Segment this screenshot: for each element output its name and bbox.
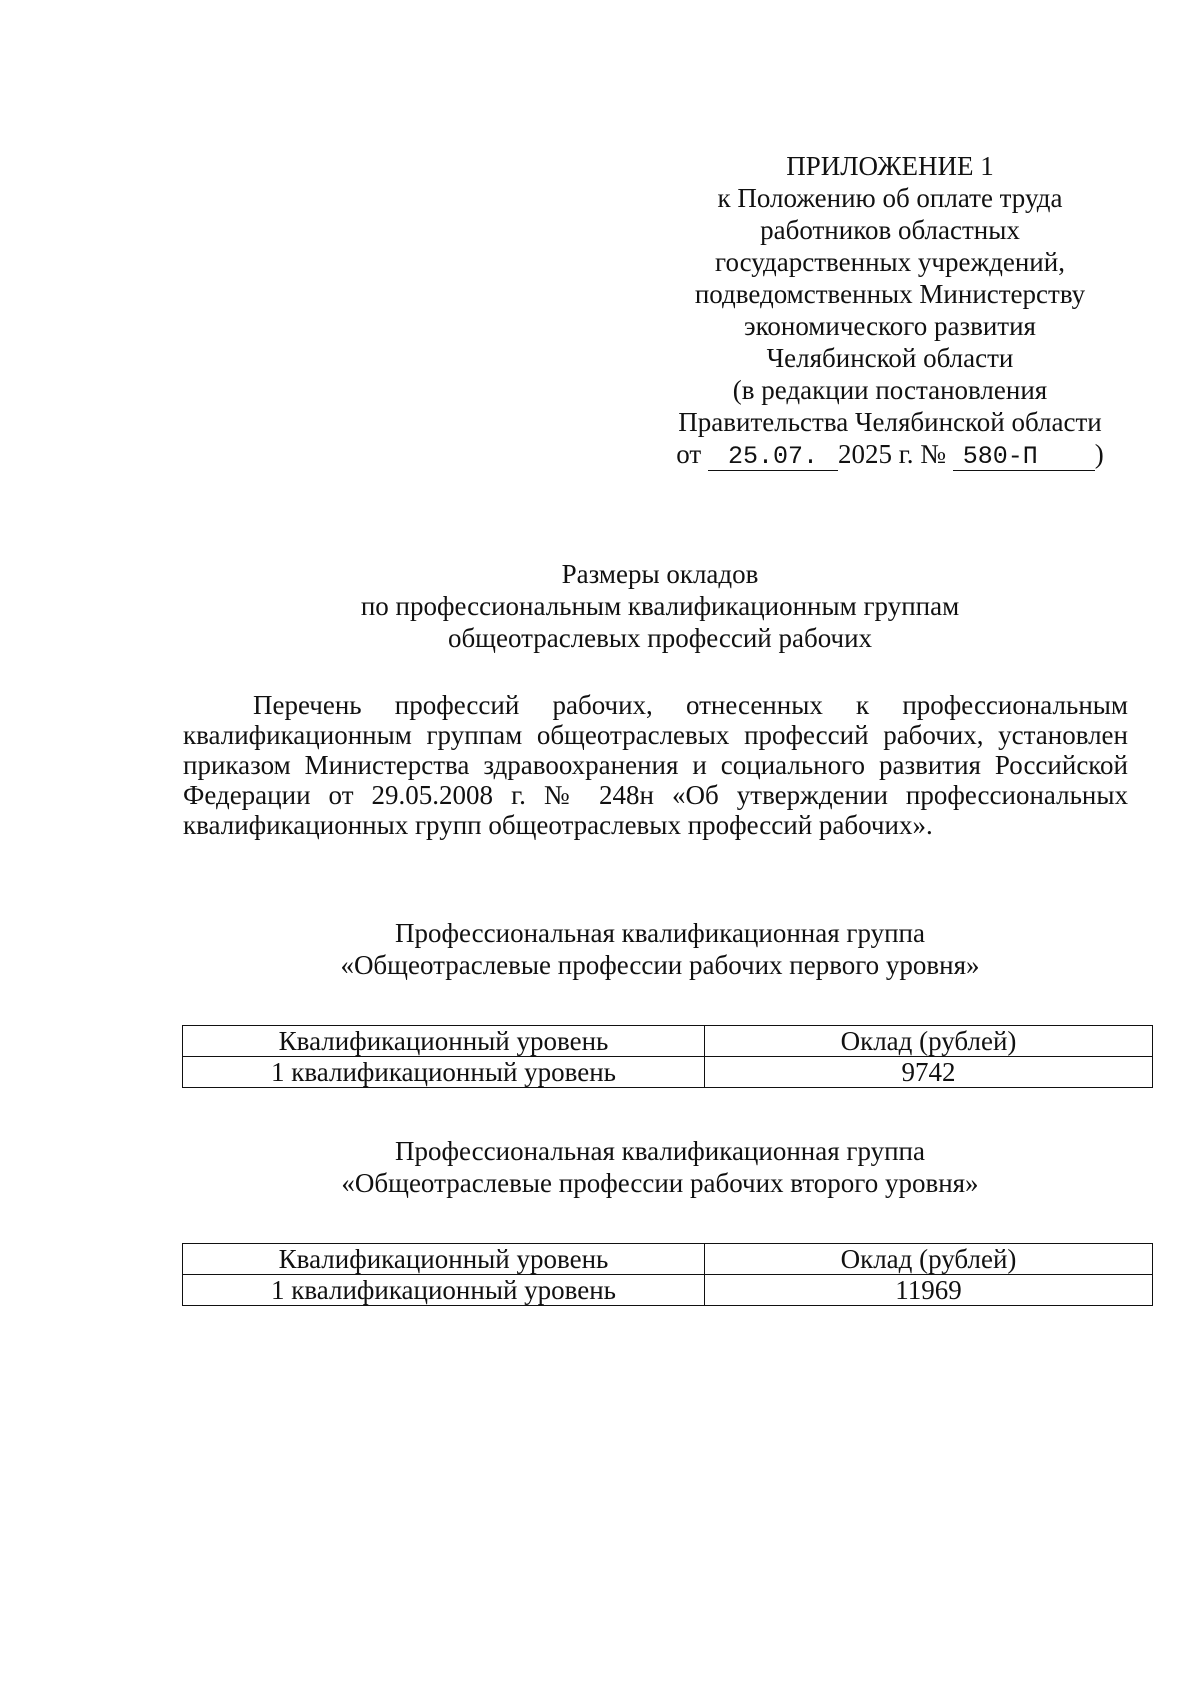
intro-paragraph: Перечень профессий рабочих, отнесенных к профессиональным квалификационным группам общеотраслевых профессий рабочих, установлен приказом Министерства здравоохранения и социального развития Российской Федерации от 29.05.2008 г. № 248н «Об утверждении профессиональных квалификационных групп общеотраслевых профессий рабочих». xyxy=(183,690,1128,840)
resolution-number: 580-П xyxy=(953,444,1095,471)
appendix-line: государственных учреждений, xyxy=(715,247,1065,277)
group-title-first-level xyxy=(160,917,1160,981)
table-row xyxy=(183,1057,1153,1088)
cell-salary: 9742 xyxy=(705,1057,1153,1088)
header-cell-salary: Оклад (рублей) xyxy=(705,1026,1153,1057)
table-header-row xyxy=(183,1244,1153,1275)
group-title-line: «Общеотраслевые профессии рабочих второго уровня» xyxy=(341,1168,979,1198)
table-row xyxy=(183,1275,1153,1306)
document-title xyxy=(160,558,1160,654)
cell-level: 1 квалификационный уровень xyxy=(183,1057,705,1088)
title-line: по профессиональным квалификационным группам xyxy=(360,591,960,621)
appendix-line: к Положению об оплате труда xyxy=(717,183,1063,213)
cell-salary: 11969 xyxy=(705,1275,1153,1306)
appendix-header xyxy=(660,150,1120,471)
appendix-line: (в редакции постановления xyxy=(732,375,1048,405)
title-line: Размеры окладов xyxy=(561,559,759,589)
resolution-year: 2025 г. № xyxy=(837,439,946,469)
appendix-line: Челябинской области xyxy=(766,343,1014,373)
header-cell-salary: Оклад (рублей) xyxy=(705,1244,1153,1275)
table-header-row xyxy=(183,1026,1153,1057)
salary-table-first-level xyxy=(182,1025,1153,1088)
header-cell-level: Квалификационный уровень xyxy=(183,1026,705,1057)
salary-table-second-level xyxy=(182,1243,1153,1306)
appendix-line: экономического развития xyxy=(744,311,1036,341)
header-cell-level: Квалификационный уровень xyxy=(183,1244,705,1275)
cell-level: 1 квалификационный уровень xyxy=(183,1275,705,1306)
close-paren: ) xyxy=(1094,439,1104,469)
group-title-line: Профессиональная квалификационная группа xyxy=(395,1136,925,1166)
appendix-title: ПРИЛОЖЕНИЕ 1 xyxy=(786,151,994,181)
date-prefix: от xyxy=(676,439,702,469)
resolution-date: 25.07. xyxy=(708,444,838,471)
resolution-date-line xyxy=(660,438,1120,471)
title-line: общеотраслевых профессий рабочих xyxy=(447,623,873,653)
appendix-line: Правительства Челябинской области xyxy=(678,407,1102,437)
appendix-line: подведомственных Министерству xyxy=(694,279,1086,309)
appendix-line: работников областных xyxy=(760,215,1020,245)
group-title-second-level xyxy=(160,1135,1160,1199)
group-title-line: Профессиональная квалификационная группа xyxy=(395,918,925,948)
group-title-line: «Общеотраслевые профессии рабочих первого уровня» xyxy=(340,950,980,980)
